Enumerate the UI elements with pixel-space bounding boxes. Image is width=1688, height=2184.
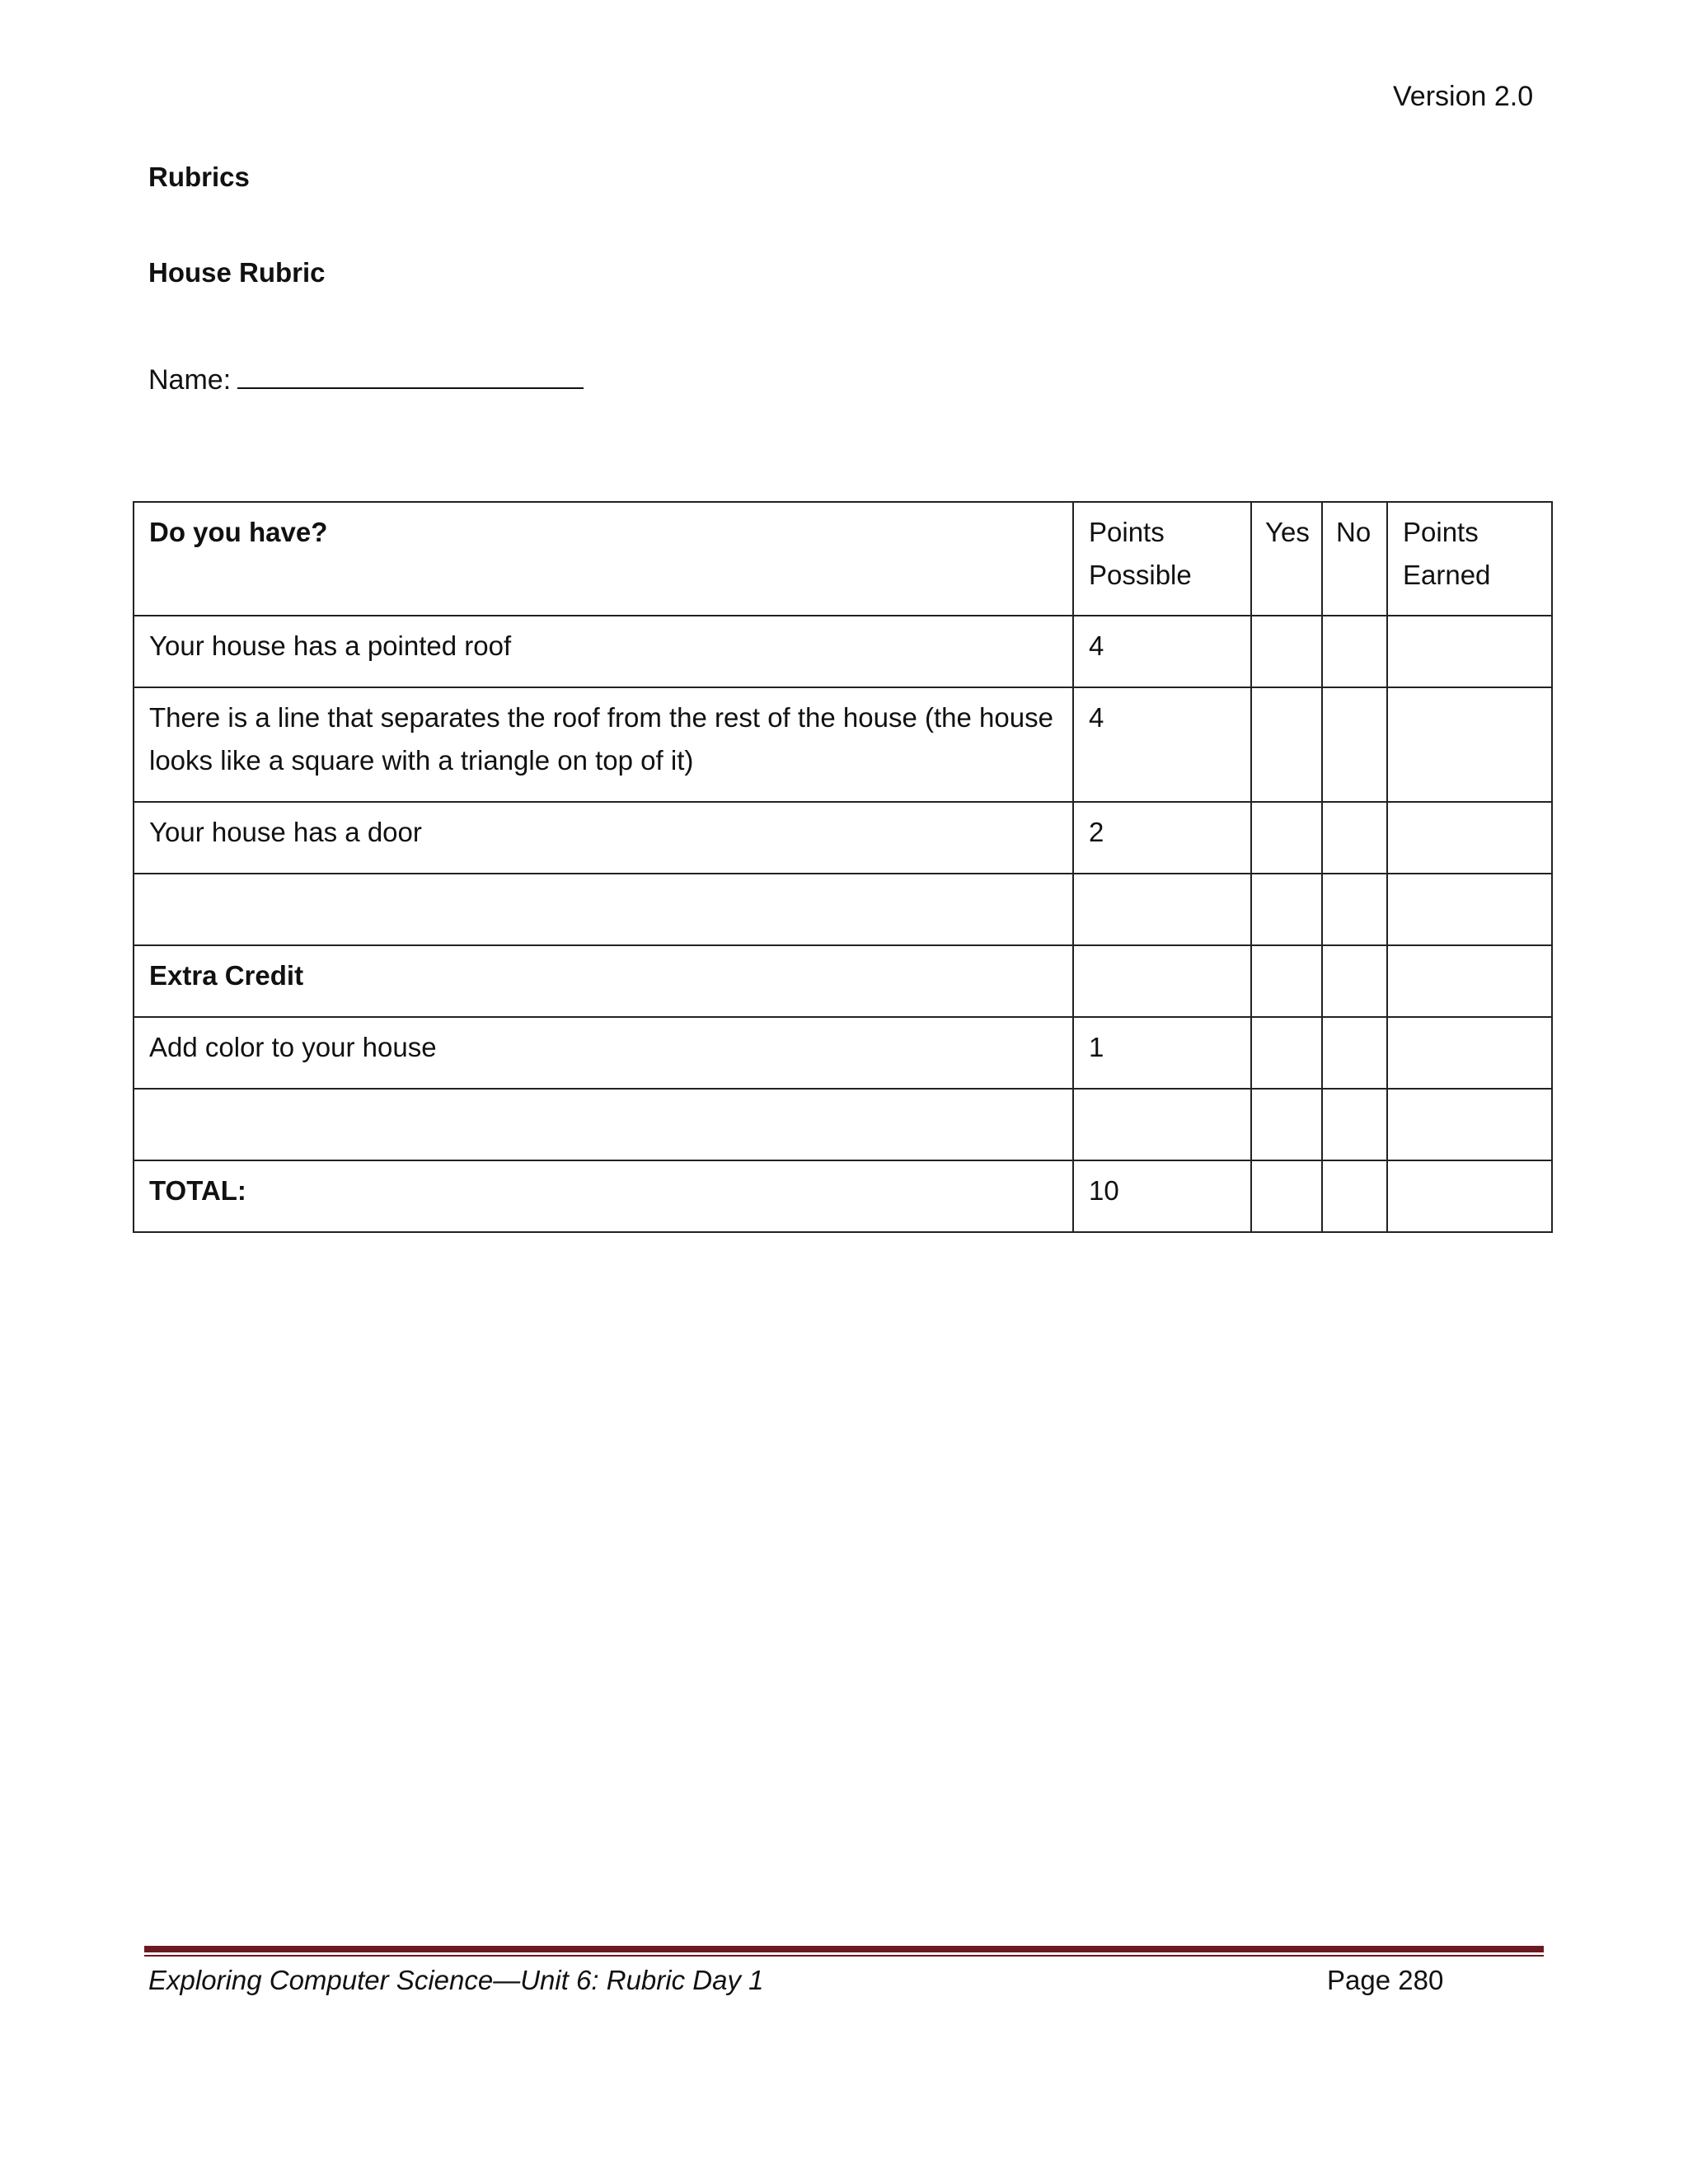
footer-course-title: Exploring Computer Science—Unit 6: Rubric Day 1 [148,1965,764,1995]
row-item [134,1089,1073,1160]
table-row [134,802,1552,874]
row-item: Add color to your house [134,1017,1073,1089]
row-item: Your house has a door [134,802,1073,874]
no-cell[interactable] [1322,945,1387,1017]
yes-cell[interactable] [1251,1089,1322,1160]
row-item [134,874,1073,945]
table-header-row [134,502,1552,616]
table-row [134,1017,1552,1089]
total-label: TOTAL: [134,1160,1073,1232]
table-row-empty [134,874,1552,945]
footer-page-number: Page 280 [1327,1965,1444,1995]
name-blank-line [237,363,584,389]
no-cell[interactable] [1322,802,1387,874]
points-earned-cell[interactable] [1387,802,1552,874]
points-earned-cell[interactable] [1387,945,1552,1017]
row-points [1073,1089,1251,1160]
yes-cell[interactable] [1251,1160,1322,1232]
header-no: No [1322,502,1387,616]
points-earned-cell[interactable] [1387,1160,1552,1232]
total-points: 10 [1073,1160,1251,1232]
header-points-earned: Points Earned [1387,502,1552,616]
footer-rule-thick [144,1946,1544,1952]
points-earned-cell[interactable] [1387,616,1552,687]
yes-cell[interactable] [1251,616,1322,687]
version-label: Version 2.0 [1393,81,1534,112]
footer-rule-thin [144,1955,1544,1957]
name-label: Name: [148,364,232,396]
yes-cell[interactable] [1251,1017,1322,1089]
row-points: 4 [1073,687,1251,802]
no-cell[interactable] [1322,616,1387,687]
yes-cell[interactable] [1251,874,1322,945]
row-points: 4 [1073,616,1251,687]
no-cell[interactable] [1322,874,1387,945]
header-yes: Yes [1251,502,1322,616]
no-cell[interactable] [1322,1089,1387,1160]
header-points-possible: Points Possible [1073,502,1251,616]
points-earned-cell[interactable] [1387,874,1552,945]
row-points: 1 [1073,1017,1251,1089]
yes-cell[interactable] [1251,945,1322,1017]
row-item: Your house has a pointed roof [134,616,1073,687]
row-points [1073,874,1251,945]
no-cell[interactable] [1322,687,1387,802]
no-cell[interactable] [1322,1017,1387,1089]
section-heading: Rubrics [148,162,250,192]
header-item: Do you have? [134,502,1073,616]
row-points [1073,945,1251,1017]
points-earned-cell[interactable] [1387,1017,1552,1089]
name-field [148,363,584,396]
row-points: 2 [1073,802,1251,874]
table-row-empty [134,1089,1552,1160]
points-earned-cell[interactable] [1387,687,1552,802]
extra-credit-row [134,945,1552,1017]
total-row [134,1160,1552,1232]
extra-credit-label: Extra Credit [134,945,1073,1017]
table-row [134,616,1552,687]
yes-cell[interactable] [1251,802,1322,874]
points-earned-cell[interactable] [1387,1089,1552,1160]
page-title: House Rubric [148,257,326,288]
yes-cell[interactable] [1251,687,1322,802]
row-item: There is a line that separates the roof from the rest of the house (the house looks like a square with a triangle on top of it) [134,687,1073,802]
table-row [134,687,1552,802]
footer-rule [144,1946,1544,1957]
no-cell[interactable] [1322,1160,1387,1232]
rubric-table [133,501,1553,1233]
